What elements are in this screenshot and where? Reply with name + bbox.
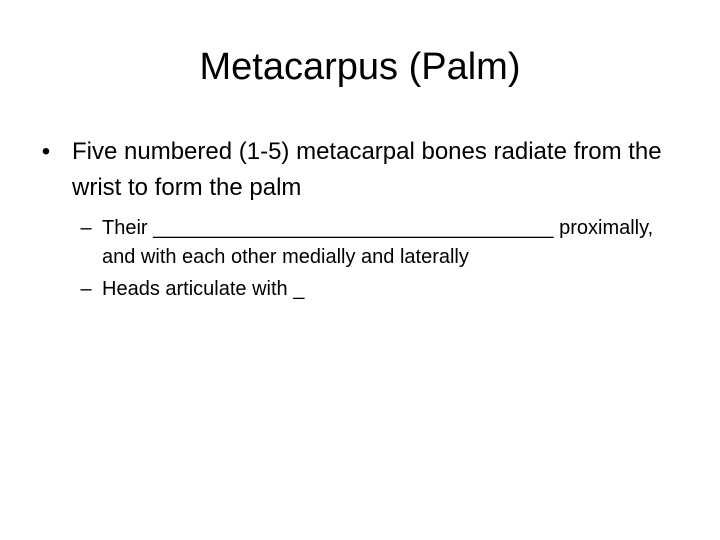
sub-bullet-list xyxy=(76,214,690,304)
sub-bullet-text: Heads articulate with _ xyxy=(102,278,305,300)
sub-bullet-text: Their ____________________________________ proximally, and with each other medially and laterally xyxy=(102,217,659,268)
bullet-list xyxy=(36,134,686,307)
bullet-item xyxy=(36,134,686,304)
dash-marker: – xyxy=(80,217,92,239)
slide-title: Metacarpus (Palm) xyxy=(199,46,521,88)
bullet-text: Five numbered (1-5) metacarpal bones radiate from the wrist to form the palm xyxy=(72,138,662,201)
bullet-marker: • xyxy=(41,138,51,165)
sub-bullet-item xyxy=(76,214,690,272)
dash-marker: – xyxy=(80,278,92,300)
sub-bullet-item xyxy=(76,275,690,304)
